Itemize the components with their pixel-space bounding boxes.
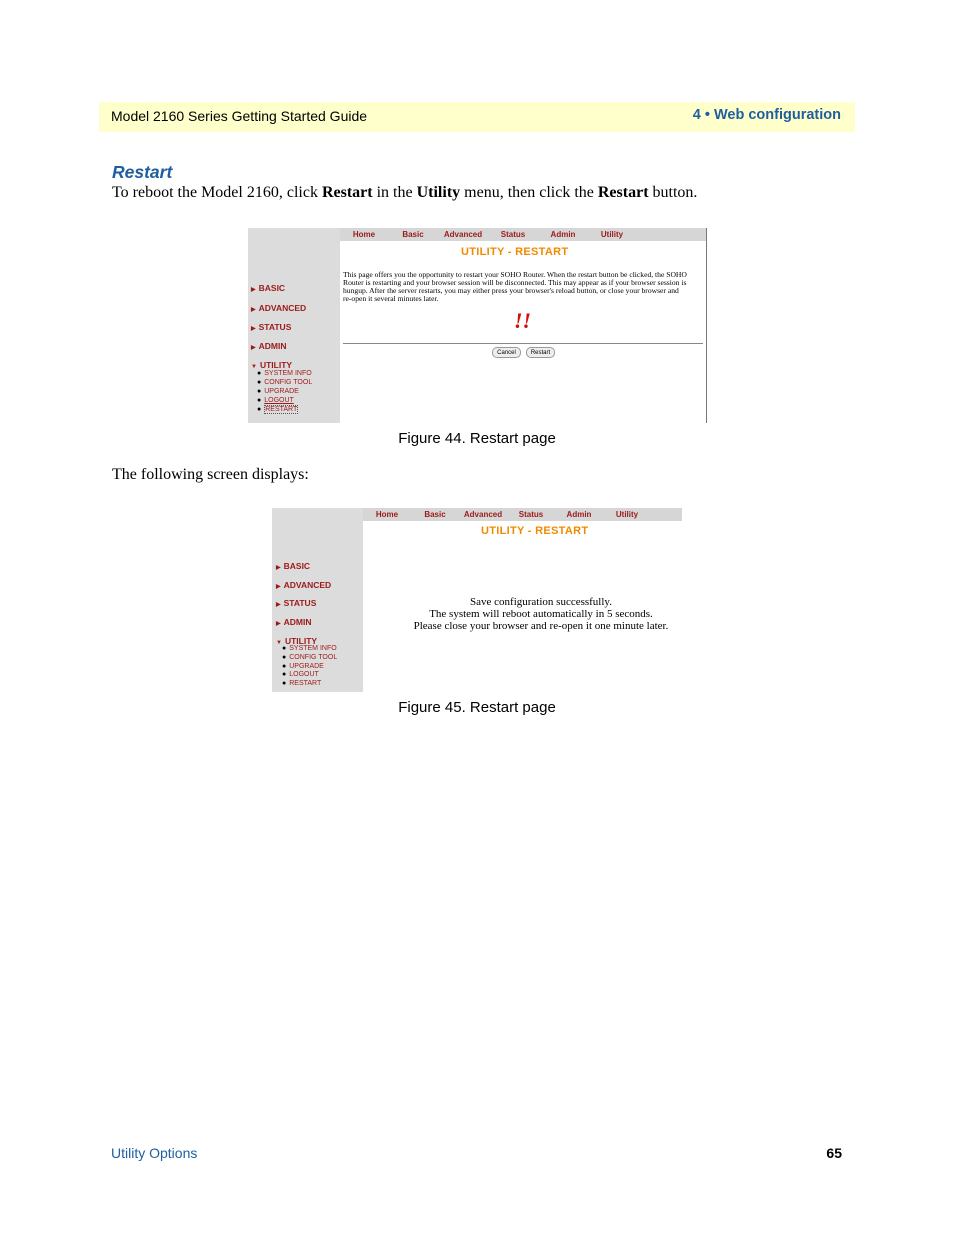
section-title: Restart <box>112 162 173 182</box>
arrow-right-icon: ▶ <box>251 307 256 313</box>
nav-advanced[interactable]: Advanced <box>443 230 483 239</box>
menu-status[interactable]: ▶ STATUS <box>251 322 292 332</box>
menu-utility[interactable]: ▼ UTILITY <box>251 360 293 370</box>
nav-utility[interactable]: Utility <box>615 510 639 519</box>
arrow-right-icon: ▶ <box>276 602 281 608</box>
bullet-icon: ● <box>282 680 287 687</box>
nav-advanced[interactable]: Advanced <box>463 510 503 519</box>
nav-admin[interactable]: Admin <box>550 230 576 239</box>
nav-admin[interactable]: Admin <box>566 510 592 519</box>
arrow-right-icon: ▶ <box>276 621 281 627</box>
arrow-right-icon: ▶ <box>276 584 281 590</box>
nav-home[interactable]: Home <box>375 510 399 519</box>
submenu-restart[interactable]: ● RESTART <box>282 680 322 687</box>
submenu-config-tool[interactable]: ● CONFIG TOOL <box>257 379 313 386</box>
nav-status[interactable]: Status <box>518 510 544 519</box>
submenu-system-info[interactable]: ● SYSTEM INFO <box>257 370 312 377</box>
top-nav <box>340 228 706 241</box>
restart-button[interactable]: Restart <box>526 347 555 358</box>
bullet-icon: ● <box>257 388 262 395</box>
between-text: The following screen displays: <box>112 466 309 483</box>
cancel-button[interactable]: Cancel <box>492 347 521 358</box>
bullet-icon: ● <box>257 406 262 413</box>
submenu-config-tool[interactable]: ● CONFIG TOOL <box>282 654 338 661</box>
arrow-down-icon: ▼ <box>251 364 257 370</box>
top-nav <box>363 508 682 521</box>
chapter-title: 4 • Web configuration <box>692 107 841 123</box>
submenu-logout[interactable]: ● LOGOUT <box>257 397 294 404</box>
menu-admin[interactable]: ▶ ADMIN <box>251 341 287 351</box>
running-header <box>99 102 855 132</box>
nav-utility[interactable]: Utility <box>600 230 624 239</box>
arrow-right-icon: ▶ <box>276 565 281 571</box>
bullet-icon: ● <box>282 663 287 670</box>
menu-advanced[interactable]: ▶ ADVANCED <box>251 303 307 313</box>
nav-status[interactable]: Status <box>500 230 526 239</box>
menu-status[interactable]: ▶ STATUS <box>276 598 317 608</box>
bullet-icon: ● <box>282 654 287 661</box>
arrow-right-icon: ▶ <box>251 345 256 351</box>
figure-44-caption: Figure 44. Restart page <box>398 430 556 447</box>
submenu-system-info[interactable]: ● SYSTEM INFO <box>282 645 337 652</box>
submenu-upgrade[interactable]: ● UPGRADE <box>257 388 299 395</box>
page-title: UTILITY - RESTART <box>481 525 589 537</box>
bullet-icon: ● <box>282 671 287 678</box>
bullet-icon: ● <box>257 397 262 404</box>
guide-title: Model 2160 Series Getting Started Guide <box>111 108 368 124</box>
arrow-right-icon: ▶ <box>251 287 256 293</box>
arrow-down-icon: ▼ <box>276 640 282 646</box>
divider <box>343 343 703 344</box>
menu-admin[interactable]: ▶ ADMIN <box>276 617 312 627</box>
restart-description: This page offers you the opportunity to restart your SOHO Router. When the restart button be clicked, the SOHO Router is restarting and your browser session will be disconnected. This may appear as if your browser session is hungup. After the server restarts, you may either press your browser's reload button, or close your browser and re-open it several minutes later. <box>343 270 687 303</box>
submenu-logout[interactable]: ● LOGOUT <box>282 671 319 678</box>
bullet-icon: ● <box>257 370 262 377</box>
bullet-icon: ● <box>282 645 287 652</box>
nav-basic[interactable]: Basic <box>402 230 424 239</box>
menu-basic[interactable]: ▶ BASIC <box>276 561 311 571</box>
intro-paragraph: To reboot the Model 2160, click Restart in the Utility menu, then click the Restart button. <box>112 184 698 201</box>
figure-45-caption: Figure 45. Restart page <box>398 699 556 716</box>
arrow-right-icon: ▶ <box>251 326 256 332</box>
nav-basic[interactable]: Basic <box>424 510 446 519</box>
warning-exclaim: !! <box>514 308 532 333</box>
submenu-upgrade[interactable]: ● UPGRADE <box>282 663 324 670</box>
submenu-restart[interactable]: ● RESTART <box>257 406 298 413</box>
footer-section: Utility Options <box>111 1145 198 1161</box>
bullet-icon: ● <box>257 379 262 386</box>
page-number: 65 <box>826 1145 842 1161</box>
reboot-message: Save configuration successfully. The system will reboot automatically in 5 seconds. Please close your browser and re-open it one minute later. <box>413 596 669 632</box>
figure-45-screenshot <box>272 508 682 692</box>
figure-44-screenshot <box>248 228 707 423</box>
menu-advanced[interactable]: ▶ ADVANCED <box>276 580 332 590</box>
menu-utility[interactable]: ▼ UTILITY <box>276 636 318 646</box>
nav-home[interactable]: Home <box>352 230 376 239</box>
menu-basic[interactable]: ▶ BASIC <box>251 283 286 293</box>
page-title: UTILITY - RESTART <box>461 246 569 258</box>
